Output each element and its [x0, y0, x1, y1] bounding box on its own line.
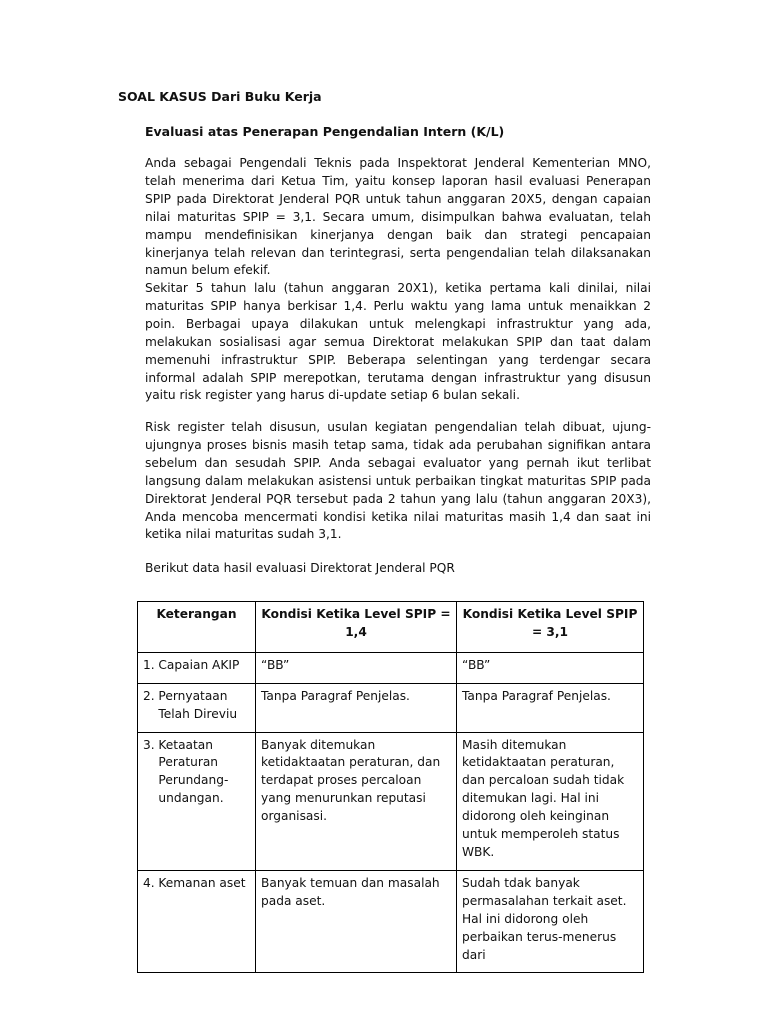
table-cell: Banyak temuan dan masalah pada aset. [256, 870, 457, 973]
table-row [138, 732, 644, 870]
header-level-1-4: Kondisi Ketika Level SPIP = 1,4 [256, 602, 457, 653]
row-label: Pernyataan Telah Direviu [158, 688, 238, 721]
row-label: Capaian AKIP [158, 657, 240, 672]
evaluation-table [137, 601, 644, 973]
table-row [138, 870, 644, 973]
table-cell: Sudah tdak banyak permasalahan terkait aset. Hal ini didorong oleh perbaikan terus-menerus dari [457, 870, 644, 973]
row-label: Kemanan aset [158, 875, 246, 890]
paragraph-1: Anda sebagai Pengendali Teknis pada Inspektorat Jenderal Kementerian MNO, telah menerima dari Ketua Tim, yaitu konsep laporan hasil evaluasi Penerapan SPIP pada Direktorat Jenderal PQR untuk tahun anggaran 20X5, dengan capaian nilai maturitas SPIP = 3,1. Secara umum, disimpulkan bahwa evaluatan, telah mampu mendefinisikan kinerjanya dengan baik dan strategi pencapaian kinerjanya telah relevan dan terintegrasi, serta pengendalian telah dilaksanakan namun belum efekif. [145, 156, 651, 278]
table-cell: “BB” [457, 652, 644, 683]
paragraph-2: Sekitar 5 tahun lalu (tahun anggaran 20X1), ketika pertama kali dinilai, nilai maturitas SPIP hanya berkisar 1,4. Perlu waktu yang lama untuk menaikkan 2 poin. Berbagai upaya dilakukan untuk melengkapi infrastruktur yang ada, melakukan sosialisasi agar semua Direktorat melakukan SPIP dan taat dalam memenuhi infrastruktur SPIP. Beberapa selentingan yang terdengar secara informal adalah SPIP merepotkan, terutama dengan infrastruktur yang disusun yaitu risk register yang harus di-update setiap 6 bulan sekali. [145, 281, 651, 403]
table-cell-keterangan [138, 683, 256, 732]
row-number: 1. [143, 657, 155, 672]
table-cell: Tanpa Paragraf Penjelas. [457, 683, 644, 732]
row-number: 2. [143, 688, 155, 703]
table-cell: Banyak ditemukan ketidaktaatan peraturan, dan terdapat proses percaloan yang menurunkan reputasi organisasi. [256, 732, 457, 870]
paragraph-4: Berikut data hasil evaluasi Direktorat Jenderal PQR [145, 561, 455, 575]
table-cell-keterangan [138, 732, 256, 870]
document-subtitle: Evaluasi atas Penerapan Pengendalian Intern (K/L) [145, 124, 505, 139]
table-cell: Tanpa Paragraf Penjelas. [256, 683, 457, 732]
row-number: 3. [143, 737, 155, 752]
row-number: 4. [143, 875, 155, 890]
paragraph-3: Risk register telah disusun, usulan kegiatan pengendalian telah dibuat, ujung-ujungnya proses bisnis masih tetap sama, tidak ada perubahan signifikan antara sebelum dan sesudah SPIP. Anda sebagai evaluator yang pernah ikut terlibat langsung dalam melakukan asistensi untuk perbaikan tingkat maturitas SPIP pada Direktorat Jenderal PQR tersebut pada 2 tahun yang lalu (tahun anggaran 20X3), Anda mencoba mencermati kondisi ketika nilai maturitas masih 1,4 dan saat ini ketika nilai maturitas sudah 3,1. [145, 420, 651, 542]
document-title: SOAL KASUS Dari Buku Kerja [118, 89, 322, 104]
table-cell: “BB” [256, 652, 457, 683]
table-cell: Masih ditemukan ketidaktaatan peraturan, dan percaloan sudah tidak ditemukan lagi. Hal ini didorong oleh keinginan untuk memperoleh status WBK. [457, 732, 644, 870]
table-row [138, 652, 644, 683]
header-level-3-1: Kondisi Ketika Level SPIP = 3,1 [457, 602, 644, 653]
table-cell-keterangan [138, 652, 256, 683]
table-row [138, 683, 644, 732]
table-cell-keterangan [138, 870, 256, 973]
table-header-row [138, 602, 644, 653]
header-keterangan: Keterangan [138, 602, 256, 653]
row-label: Ketaatan Peraturan Perundang-undangan. [158, 737, 229, 806]
